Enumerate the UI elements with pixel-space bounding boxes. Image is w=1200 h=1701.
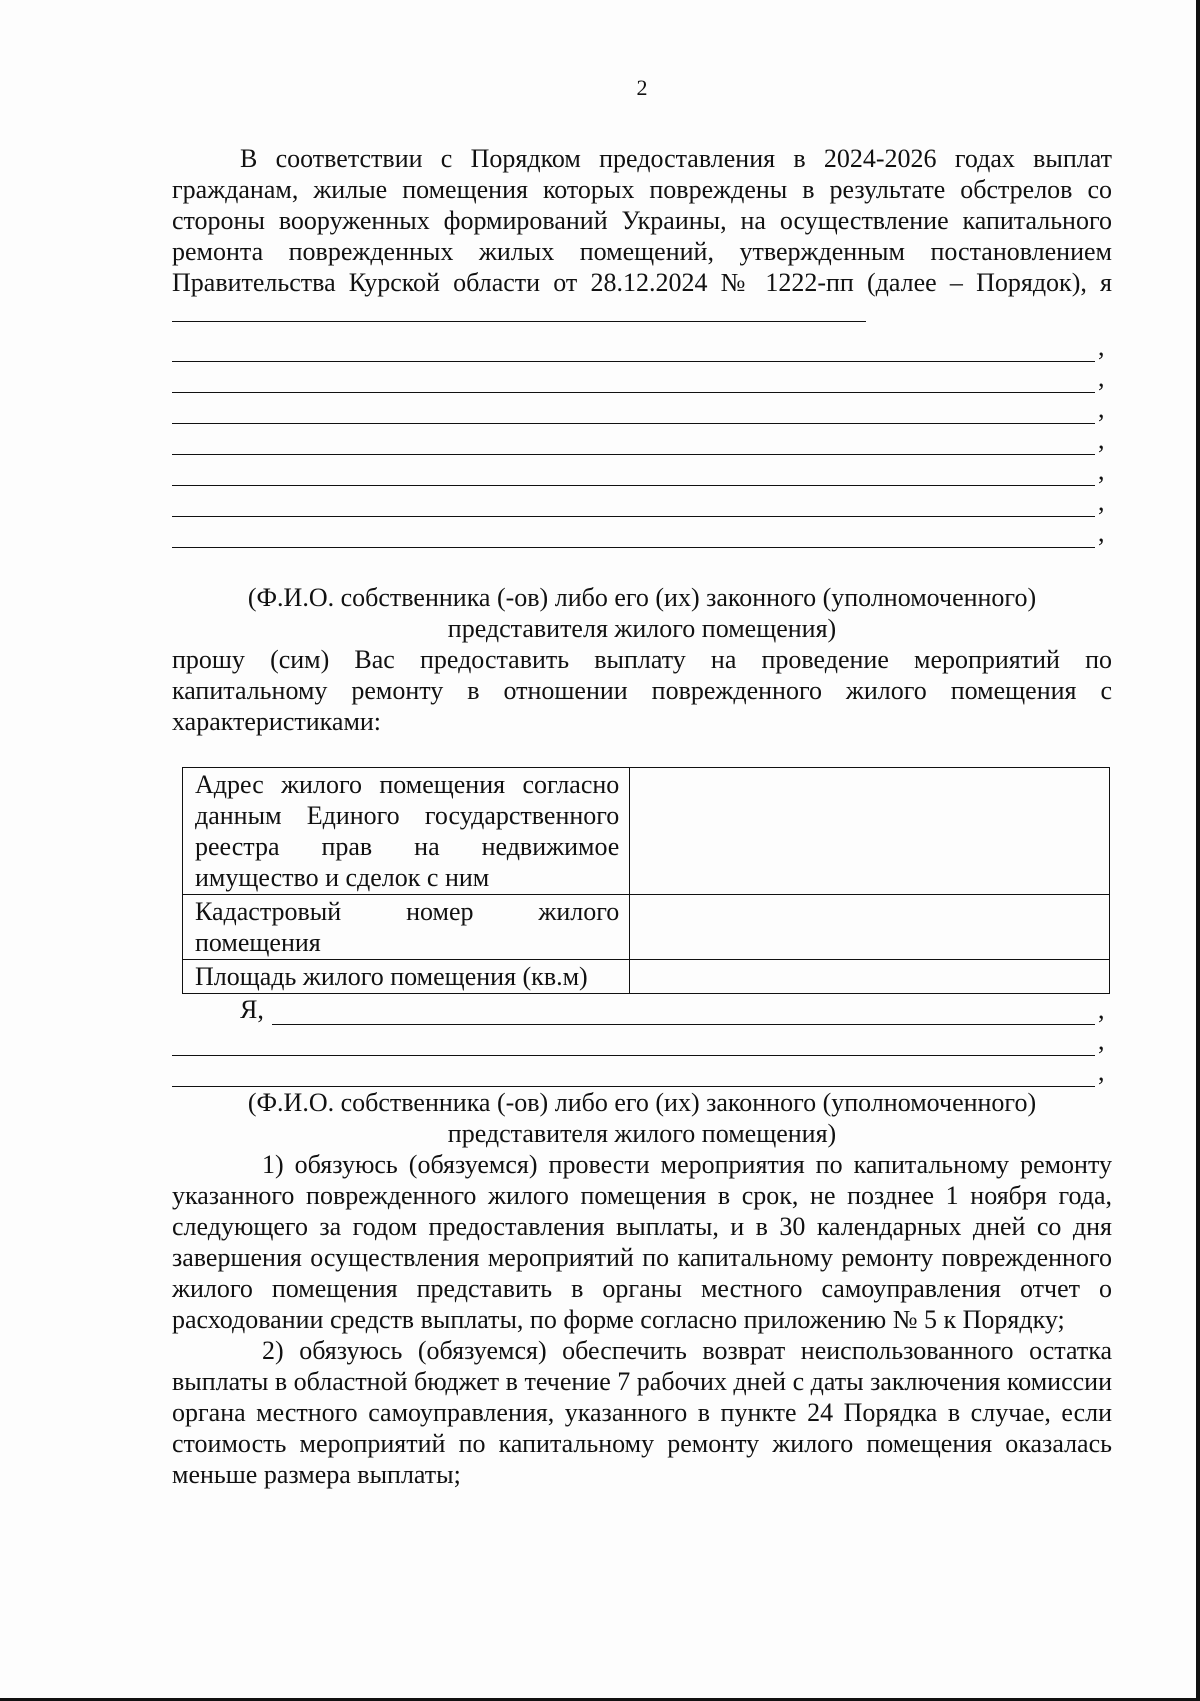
fill-rule: [172, 1064, 1095, 1087]
line-comma: ,: [1098, 394, 1105, 423]
fill-rule: [172, 370, 1095, 393]
ya-fill-line[interactable]: [172, 994, 1112, 1025]
property-characteristics-table: [182, 767, 1110, 994]
owner-caption: [172, 582, 1112, 644]
fill-rule: [172, 525, 1095, 548]
name-fill-line[interactable]: [172, 424, 1112, 455]
line-comma: ,: [1098, 1057, 1105, 1086]
name-fill-line[interactable]: [172, 455, 1112, 486]
ya-label: Я,: [240, 995, 264, 1024]
table-value-cell[interactable]: [630, 768, 1110, 895]
document-content: [172, 72, 1112, 1490]
table-row: [183, 960, 1110, 994]
owner-caption-line: (Ф.И.О. собственника (-ов) либо его (их) законного (уполномоченного): [247, 583, 1037, 612]
table-value-cell[interactable]: [630, 960, 1110, 994]
obligation-item: 1) обязуюсь (обязуемся) провести мероприятия по капитальному ремонту указанного поврежденного жилого помещения в срок, не позднее 1 ноября года, следующего за годом предоставления выплаты, и в 30 календарных дней со дня завершения осуществления мероприятий по капитальному ремонту поврежденного жилого помещения представить в органы местного самоуправления отчет о расходовании средств выплаты, по форме согласно приложению № 5 к Порядку;: [172, 1150, 1112, 1334]
line-comma: ,: [1098, 995, 1105, 1024]
table-value-cell[interactable]: [630, 895, 1110, 960]
line-comma: ,: [1098, 487, 1105, 516]
name-fill-line[interactable]: [172, 517, 1112, 548]
fill-rule: [172, 463, 1095, 486]
name-fill-line[interactable]: [172, 1025, 1112, 1056]
table-row: [183, 895, 1110, 960]
fill-rule: [172, 494, 1095, 517]
request-paragraph: прошу (сим) Вас предоставить выплату на проведение мероприятий по капитальному ремонту в отношении поврежденного жилого помещения с характеристиками:: [172, 645, 1112, 736]
line-comma: ,: [1098, 456, 1105, 485]
fill-rule: [172, 432, 1095, 455]
name-fill-line[interactable]: [172, 362, 1112, 393]
name-fill-line[interactable]: [172, 331, 1112, 362]
table-row: [183, 768, 1110, 895]
line-comma: ,: [1098, 332, 1105, 361]
name-fill-line[interactable]: [172, 486, 1112, 517]
name-field-inline[interactable]: [172, 299, 866, 322]
line-comma: ,: [1098, 363, 1105, 392]
intro-paragraph: [172, 143, 1112, 329]
fill-rule: [272, 1002, 1095, 1025]
obligation-item: 2) обязуюсь (обязуемся) обеспечить возврат неиспользованного остатка выплаты в областной бюджет в течение 7 рабочих дней с даты заключения комиссии органа местного самоуправления, указанного в пункте 24 Порядка в случае, если стоимость мероприятий по капитальному ремонту жилого помещения оказалась меньше размера выплаты;: [172, 1336, 1112, 1489]
fill-rule: [172, 401, 1095, 424]
page-number: 2: [636, 75, 648, 100]
name-fill-lines: [172, 331, 1112, 548]
intro-text: В соответствии с Порядком предоставления в 2024-2026 годах выплат гражданам, жилые помещения которых повреждены в результате обстрелов со стороны вооруженных формирований Украины, на осуществление капитального ремонта поврежденных жилых помещений, утвержденным постановлением Правительства Курской области от 28.12.2024 № 1222-пп (далее – Порядок), я: [172, 144, 1112, 297]
fill-rule: [172, 339, 1095, 362]
table-label-cell: Площадь жилого помещения (кв.м): [183, 960, 630, 994]
line-comma: ,: [1098, 1026, 1105, 1055]
owner-caption-2: [172, 1087, 1112, 1149]
line-comma: ,: [1098, 518, 1105, 547]
table-label-cell: Кадастровый номер жилого помещения: [183, 895, 630, 960]
name-fill-line[interactable]: [172, 393, 1112, 424]
owner-caption-line: представителя жилого помещения): [447, 614, 837, 643]
scan-edge-right: [1196, 0, 1200, 1701]
owner-caption-line: (Ф.И.О. собственника (-ов) либо его (их) законного (уполномоченного): [247, 1088, 1037, 1117]
table-label-cell: Адрес жилого помещения согласно данным Единого государственного реестра прав на недвижимое имущество и сделок с ним: [183, 768, 630, 895]
line-comma: ,: [1098, 425, 1105, 454]
fill-rule: [172, 1033, 1095, 1056]
name-fill-line[interactable]: [172, 1056, 1112, 1087]
owner-caption-line: представителя жилого помещения): [447, 1119, 837, 1148]
